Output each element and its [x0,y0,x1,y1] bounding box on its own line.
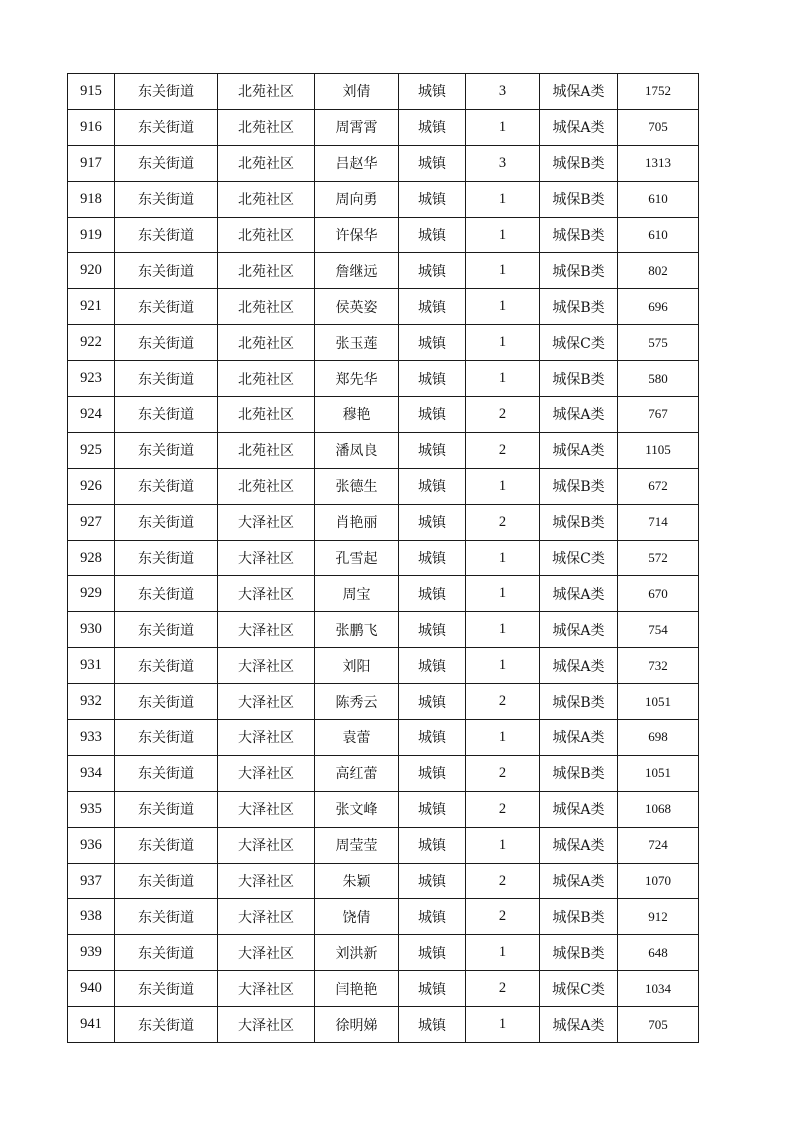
name-cell: 肖艳丽 [315,504,399,540]
household-count-cell: 2 [466,684,540,720]
serial-number-cell: 919 [68,217,115,253]
street-cell: 东关街道 [115,145,218,181]
community-cell: 北苑社区 [218,253,315,289]
community-cell: 北苑社区 [218,397,315,433]
household-count-cell: 1 [466,468,540,504]
household-count-cell: 2 [466,899,540,935]
assistance-category-cell: 城保B类 [540,361,618,397]
amount-cell: 670 [618,576,699,612]
household-count-cell: 1 [466,361,540,397]
street-cell: 东关街道 [115,791,218,827]
community-cell: 大泽社区 [218,684,315,720]
name-cell: 袁蕾 [315,720,399,756]
assistance-category-cell: 城保A类 [540,576,618,612]
street-cell: 东关街道 [115,863,218,899]
name-cell: 闫艳艳 [315,971,399,1007]
street-cell: 东关街道 [115,253,218,289]
assistance-category-cell: 城保B类 [540,289,618,325]
table-row [68,253,699,289]
name-cell: 高红蕾 [315,755,399,791]
assistance-category-cell: 城保B类 [540,253,618,289]
street-cell: 东关街道 [115,504,218,540]
serial-number-cell: 921 [68,289,115,325]
amount-cell: 696 [618,289,699,325]
community-cell: 大泽社区 [218,971,315,1007]
serial-number-cell: 915 [68,74,115,110]
amount-cell: 1313 [618,145,699,181]
table-row [68,576,699,612]
table-row [68,504,699,540]
serial-number-cell: 920 [68,253,115,289]
household-count-cell: 3 [466,74,540,110]
area-type-cell: 城镇 [399,863,466,899]
area-type-cell: 城镇 [399,1007,466,1043]
community-cell: 北苑社区 [218,432,315,468]
household-count-cell: 1 [466,935,540,971]
table-row [68,863,699,899]
table-row [68,612,699,648]
serial-number-cell: 935 [68,791,115,827]
street-cell: 东关街道 [115,540,218,576]
community-cell: 大泽社区 [218,720,315,756]
community-cell: 大泽社区 [218,755,315,791]
table-row [68,109,699,145]
table-row [68,720,699,756]
household-count-cell: 1 [466,612,540,648]
community-cell: 北苑社区 [218,289,315,325]
assistance-category-cell: 城保A类 [540,612,618,648]
household-count-cell: 1 [466,289,540,325]
name-cell: 许保华 [315,217,399,253]
amount-cell: 1034 [618,971,699,1007]
household-count-cell: 1 [466,540,540,576]
serial-number-cell: 917 [68,145,115,181]
name-cell: 徐明娣 [315,1007,399,1043]
assistance-category-cell: 城保B类 [540,468,618,504]
serial-number-cell: 930 [68,612,115,648]
area-type-cell: 城镇 [399,720,466,756]
assistance-category-cell: 城保B类 [540,217,618,253]
assistance-category-cell: 城保A类 [540,109,618,145]
amount-cell: 1051 [618,755,699,791]
table-row [68,648,699,684]
area-type-cell: 城镇 [399,397,466,433]
assistance-category-cell: 城保B类 [540,899,618,935]
amount-cell: 767 [618,397,699,433]
community-cell: 北苑社区 [218,325,315,361]
household-count-cell: 1 [466,109,540,145]
table-row [68,181,699,217]
community-cell: 大泽社区 [218,540,315,576]
name-cell: 张鹏飞 [315,612,399,648]
name-cell: 饶倩 [315,899,399,935]
street-cell: 东关街道 [115,1007,218,1043]
area-type-cell: 城镇 [399,109,466,145]
amount-cell: 754 [618,612,699,648]
household-count-cell: 1 [466,648,540,684]
name-cell: 张玉莲 [315,325,399,361]
name-cell: 周向勇 [315,181,399,217]
street-cell: 东关街道 [115,468,218,504]
table-row [68,468,699,504]
serial-number-cell: 931 [68,648,115,684]
street-cell: 东关街道 [115,935,218,971]
community-cell: 北苑社区 [218,109,315,145]
household-count-cell: 1 [466,181,540,217]
serial-number-cell: 916 [68,109,115,145]
street-cell: 东关街道 [115,74,218,110]
assistance-category-cell: 城保C类 [540,971,618,1007]
table-row [68,397,699,433]
community-cell: 北苑社区 [218,145,315,181]
community-cell: 北苑社区 [218,217,315,253]
amount-cell: 705 [618,1007,699,1043]
amount-cell: 610 [618,217,699,253]
street-cell: 东关街道 [115,361,218,397]
street-cell: 东关街道 [115,971,218,1007]
amount-cell: 1068 [618,791,699,827]
household-count-cell: 1 [466,253,540,289]
name-cell: 吕赵华 [315,145,399,181]
community-cell: 大泽社区 [218,1007,315,1043]
table-row [68,684,699,720]
serial-number-cell: 927 [68,504,115,540]
relief-roster-table [67,73,699,1043]
community-cell: 大泽社区 [218,576,315,612]
area-type-cell: 城镇 [399,432,466,468]
community-cell: 大泽社区 [218,648,315,684]
household-count-cell: 1 [466,325,540,361]
household-count-cell: 2 [466,504,540,540]
name-cell: 周霄霄 [315,109,399,145]
table-row [68,827,699,863]
community-cell: 北苑社区 [218,74,315,110]
street-cell: 东关街道 [115,432,218,468]
household-count-cell: 1 [466,576,540,612]
street-cell: 东关街道 [115,217,218,253]
amount-cell: 714 [618,504,699,540]
table-row [68,899,699,935]
area-type-cell: 城镇 [399,935,466,971]
street-cell: 东关街道 [115,755,218,791]
serial-number-cell: 928 [68,540,115,576]
street-cell: 东关街道 [115,720,218,756]
table-row [68,145,699,181]
table-row [68,217,699,253]
assistance-category-cell: 城保B类 [540,755,618,791]
table-body [68,74,699,1043]
name-cell: 周莹莹 [315,827,399,863]
street-cell: 东关街道 [115,181,218,217]
serial-number-cell: 925 [68,432,115,468]
serial-number-cell: 934 [68,755,115,791]
assistance-category-cell: 城保B类 [540,145,618,181]
name-cell: 郑先华 [315,361,399,397]
name-cell: 刘洪新 [315,935,399,971]
amount-cell: 698 [618,720,699,756]
community-cell: 北苑社区 [218,468,315,504]
amount-cell: 912 [618,899,699,935]
name-cell: 朱颖 [315,863,399,899]
community-cell: 大泽社区 [218,791,315,827]
amount-cell: 732 [618,648,699,684]
table-row [68,325,699,361]
name-cell: 张文峰 [315,791,399,827]
household-count-cell: 1 [466,827,540,863]
amount-cell: 1070 [618,863,699,899]
household-count-cell: 1 [466,720,540,756]
household-count-cell: 2 [466,432,540,468]
street-cell: 东关街道 [115,289,218,325]
serial-number-cell: 932 [68,684,115,720]
household-count-cell: 1 [466,1007,540,1043]
street-cell: 东关街道 [115,576,218,612]
name-cell: 孔雪起 [315,540,399,576]
serial-number-cell: 922 [68,325,115,361]
assistance-category-cell: 城保A类 [540,432,618,468]
serial-number-cell: 926 [68,468,115,504]
assistance-category-cell: 城保A类 [540,863,618,899]
serial-number-cell: 924 [68,397,115,433]
serial-number-cell: 938 [68,899,115,935]
serial-number-cell: 941 [68,1007,115,1043]
area-type-cell: 城镇 [399,253,466,289]
street-cell: 东关街道 [115,397,218,433]
community-cell: 北苑社区 [218,361,315,397]
area-type-cell: 城镇 [399,217,466,253]
assistance-category-cell: 城保A类 [540,720,618,756]
area-type-cell: 城镇 [399,755,466,791]
name-cell: 穆艳 [315,397,399,433]
street-cell: 东关街道 [115,827,218,863]
street-cell: 东关街道 [115,109,218,145]
household-count-cell: 2 [466,863,540,899]
table-row [68,755,699,791]
amount-cell: 575 [618,325,699,361]
name-cell: 刘倩 [315,74,399,110]
serial-number-cell: 933 [68,720,115,756]
amount-cell: 672 [618,468,699,504]
community-cell: 大泽社区 [218,863,315,899]
table-row [68,540,699,576]
household-count-cell: 2 [466,971,540,1007]
amount-cell: 1752 [618,74,699,110]
household-count-cell: 3 [466,145,540,181]
assistance-category-cell: 城保B类 [540,504,618,540]
street-cell: 东关街道 [115,648,218,684]
area-type-cell: 城镇 [399,684,466,720]
assistance-category-cell: 城保A类 [540,648,618,684]
area-type-cell: 城镇 [399,791,466,827]
assistance-category-cell: 城保A类 [540,827,618,863]
street-cell: 东关街道 [115,325,218,361]
community-cell: 大泽社区 [218,612,315,648]
area-type-cell: 城镇 [399,145,466,181]
community-cell: 大泽社区 [218,504,315,540]
area-type-cell: 城镇 [399,325,466,361]
community-cell: 大泽社区 [218,935,315,971]
area-type-cell: 城镇 [399,289,466,325]
name-cell: 陈秀云 [315,684,399,720]
area-type-cell: 城镇 [399,648,466,684]
street-cell: 东关街道 [115,684,218,720]
amount-cell: 724 [618,827,699,863]
table-row [68,1007,699,1043]
amount-cell: 580 [618,361,699,397]
table-row [68,74,699,110]
community-cell: 北苑社区 [218,181,315,217]
assistance-category-cell: 城保C类 [540,540,618,576]
serial-number-cell: 937 [68,863,115,899]
area-type-cell: 城镇 [399,612,466,648]
assistance-category-cell: 城保A类 [540,1007,618,1043]
assistance-category-cell: 城保B类 [540,181,618,217]
amount-cell: 1105 [618,432,699,468]
amount-cell: 802 [618,253,699,289]
table-row [68,289,699,325]
area-type-cell: 城镇 [399,971,466,1007]
name-cell: 潘凤良 [315,432,399,468]
area-type-cell: 城镇 [399,576,466,612]
serial-number-cell: 940 [68,971,115,1007]
table-row [68,971,699,1007]
assistance-category-cell: 城保B类 [540,935,618,971]
serial-number-cell: 936 [68,827,115,863]
serial-number-cell: 923 [68,361,115,397]
area-type-cell: 城镇 [399,181,466,217]
area-type-cell: 城镇 [399,468,466,504]
community-cell: 大泽社区 [218,899,315,935]
area-type-cell: 城镇 [399,827,466,863]
table-row [68,432,699,468]
assistance-category-cell: 城保C类 [540,325,618,361]
assistance-category-cell: 城保B类 [540,684,618,720]
name-cell: 詹继远 [315,253,399,289]
assistance-category-cell: 城保A类 [540,74,618,110]
area-type-cell: 城镇 [399,74,466,110]
table-row [68,935,699,971]
amount-cell: 610 [618,181,699,217]
assistance-category-cell: 城保A类 [540,397,618,433]
area-type-cell: 城镇 [399,504,466,540]
street-cell: 东关街道 [115,899,218,935]
name-cell: 张德生 [315,468,399,504]
area-type-cell: 城镇 [399,540,466,576]
area-type-cell: 城镇 [399,899,466,935]
serial-number-cell: 929 [68,576,115,612]
name-cell: 刘阳 [315,648,399,684]
name-cell: 侯英姿 [315,289,399,325]
amount-cell: 705 [618,109,699,145]
table-row [68,791,699,827]
area-type-cell: 城镇 [399,361,466,397]
amount-cell: 648 [618,935,699,971]
assistance-category-cell: 城保A类 [540,791,618,827]
amount-cell: 1051 [618,684,699,720]
serial-number-cell: 918 [68,181,115,217]
household-count-cell: 2 [466,755,540,791]
amount-cell: 572 [618,540,699,576]
table-row [68,361,699,397]
household-count-cell: 2 [466,397,540,433]
household-count-cell: 1 [466,217,540,253]
household-count-cell: 2 [466,791,540,827]
serial-number-cell: 939 [68,935,115,971]
street-cell: 东关街道 [115,612,218,648]
name-cell: 周宝 [315,576,399,612]
community-cell: 大泽社区 [218,827,315,863]
